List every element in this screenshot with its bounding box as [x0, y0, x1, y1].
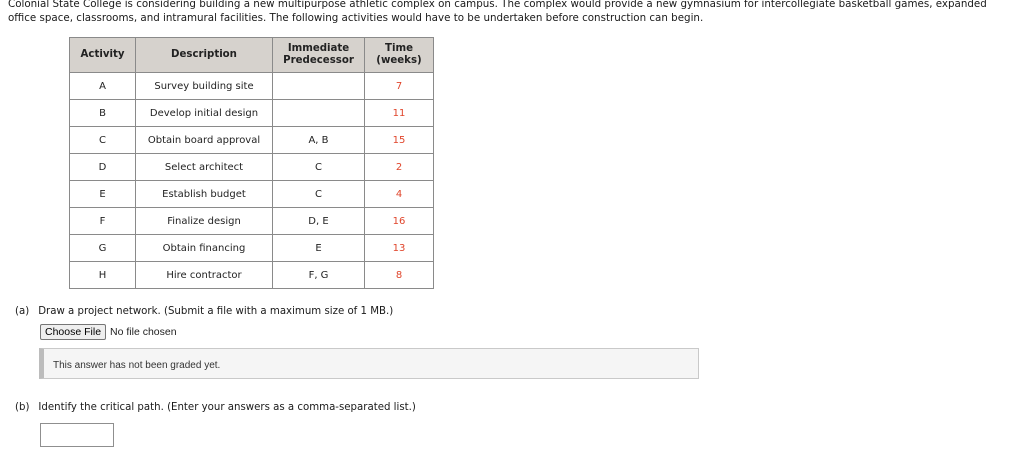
cell-time: 2 — [365, 154, 434, 181]
problem-intro: Colonial State College is considering building a new multipurpose athletic complex on campus. The complex would provide a new gymnasium for intercollegiate basketball games, expanded office space, classrooms, and intramural facilities. The following activities would have to be undertaken before construction can begin. — [8, 0, 987, 24]
cell-description: Establish budget — [136, 181, 273, 208]
cell-description: Develop initial design — [136, 100, 273, 127]
part-a-label: (a) — [15, 306, 30, 317]
header-predecessor: Immediate Predecessor — [273, 38, 365, 73]
table-row — [70, 127, 434, 154]
cell-predecessor — [273, 100, 365, 127]
critical-path-input[interactable] — [40, 423, 114, 447]
part-a-text: Draw a project network. (Submit a file with a maximum size of 1 MB.) — [38, 306, 394, 317]
cell-time: 8 — [365, 262, 434, 289]
table-row — [70, 154, 434, 181]
cell-activity: B — [70, 100, 136, 127]
header-time: Time (weeks) — [365, 38, 434, 73]
header-activity: Activity — [70, 38, 136, 73]
grading-feedback-text: This answer has not been graded yet. — [53, 360, 221, 371]
cell-activity: E — [70, 181, 136, 208]
cell-predecessor: C — [273, 181, 365, 208]
cell-time: 16 — [365, 208, 434, 235]
cell-description: Hire contractor — [136, 262, 273, 289]
cell-time: 7 — [365, 73, 434, 100]
cell-predecessor — [273, 73, 365, 100]
table-row — [70, 100, 434, 127]
table-row — [70, 208, 434, 235]
table-row — [70, 73, 434, 100]
cell-time: 4 — [365, 181, 434, 208]
table-row — [70, 181, 434, 208]
activities-table — [69, 37, 434, 289]
cell-time: 11 — [365, 100, 434, 127]
part-b-label: (b) — [15, 402, 30, 413]
file-upload — [40, 324, 177, 340]
cell-description: Survey building site — [136, 73, 273, 100]
table-row — [70, 262, 434, 289]
cell-predecessor: A, B — [273, 127, 365, 154]
part-a-question — [15, 306, 393, 317]
grading-feedback-box — [39, 348, 699, 379]
cell-predecessor: F, G — [273, 262, 365, 289]
part-b-question — [15, 402, 416, 413]
cell-activity: C — [70, 127, 136, 154]
cell-description: Select architect — [136, 154, 273, 181]
cell-predecessor: D, E — [273, 208, 365, 235]
cell-activity: G — [70, 235, 136, 262]
header-description: Description — [136, 38, 273, 73]
cell-description: Finalize design — [136, 208, 273, 235]
part-b-text: Identify the critical path. (Enter your answers as a comma-separated list.) — [38, 402, 416, 413]
cell-description: Obtain board approval — [136, 127, 273, 154]
cell-activity: D — [70, 154, 136, 181]
table-row — [70, 235, 434, 262]
cell-predecessor: E — [273, 235, 365, 262]
cell-time: 15 — [365, 127, 434, 154]
cell-predecessor: C — [273, 154, 365, 181]
cell-description: Obtain financing — [136, 235, 273, 262]
cell-activity: H — [70, 262, 136, 289]
cell-activity: F — [70, 208, 136, 235]
no-file-status: No file chosen — [110, 326, 177, 338]
cell-activity: A — [70, 73, 136, 100]
choose-file-button[interactable]: Choose File — [40, 324, 106, 340]
table-header-row — [70, 38, 434, 73]
cell-time: 13 — [365, 235, 434, 262]
